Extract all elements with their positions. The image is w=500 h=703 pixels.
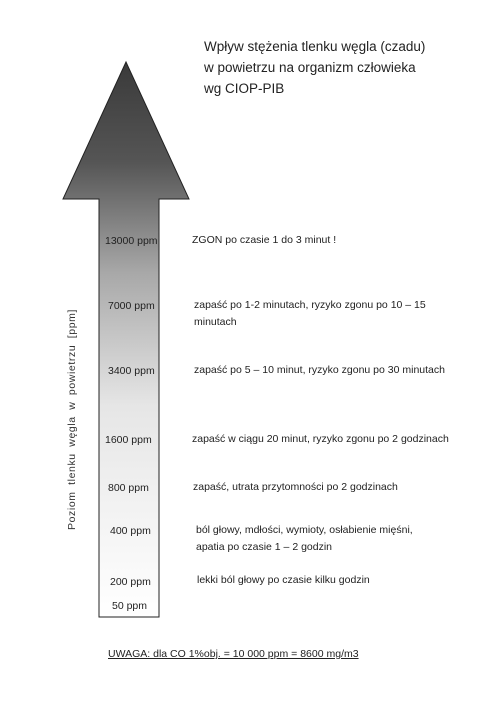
- ppm-label-400: 400 ppm: [110, 525, 151, 537]
- effect-400: [196, 522, 466, 556]
- title-line-3: wg CIOP-PIB: [204, 81, 285, 96]
- effect-400-line-1: ból głowy, mdłości, wymioty, osłabienie mięśni,: [196, 524, 413, 536]
- effect-800-line-1: zapaść, utrata przytomności po 2 godzinach: [193, 481, 398, 493]
- axis-label: Poziom tlenku węgla w powietrzu [ppm]: [66, 308, 78, 530]
- effect-200-line-1: lekki ból głowy po czasie kilku godzin: [197, 574, 370, 586]
- effect-3400-line-1: zapaść po 5 – 10 minut, ryzyko zgonu po 30 minutach: [194, 364, 445, 376]
- ppm-label-13000: 13000 ppm: [105, 235, 158, 247]
- effect-800: [193, 479, 463, 496]
- title-line-2: w powietrzu na organizm człowieka: [204, 60, 416, 75]
- ppm-label-3400: 3400 ppm: [108, 365, 155, 377]
- effect-1600-line-1: zapaść w ciągu 20 minut, ryzyko zgonu po 2 godzinach: [192, 433, 449, 445]
- effect-7000: [194, 297, 464, 331]
- effect-200: [197, 572, 467, 589]
- ppm-label-1600: 1600 ppm: [105, 434, 152, 446]
- ppm-label-800: 800 ppm: [108, 482, 149, 494]
- effect-13000: [192, 232, 462, 249]
- title-line-1: Wpływ stężenia tlenku węgla (czadu): [204, 39, 426, 54]
- effect-13000-line-1: ZGON po czasie 1 do 3 minut !: [192, 234, 337, 246]
- effect-7000-line-2: minutach: [194, 316, 237, 328]
- effect-3400: [194, 362, 464, 379]
- effect-1600: [192, 431, 462, 448]
- ppm-label-7000: 7000 ppm: [108, 300, 155, 312]
- effect-400-line-2: apatia po czasie 1 – 2 godzin: [196, 541, 333, 553]
- note-conversion: UWAGA: dla CO 1%obj. = 10 000 ppm = 8600 mg/m3: [108, 648, 359, 660]
- effect-7000-line-1: zapaść po 1-2 minutach, ryzyko zgonu po 10 – 15: [194, 299, 426, 311]
- ppm-label-50: 50 ppm: [112, 600, 148, 612]
- ppm-label-200: 200 ppm: [110, 576, 151, 588]
